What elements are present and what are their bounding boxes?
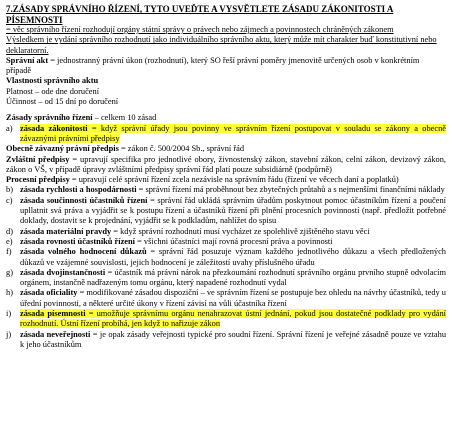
item-text: = upravují specifika pro jednotlivé obory, živnostenský zákon, stavební zákon, celní zákon, devizový zákon, zákon o VŠ, v případě úpravy zvláštními předpisy správní řád platí pouze subsidiárně (podpůrně) <box>6 154 446 174</box>
item-name: zásada součinnosti účastníků řízení <box>20 195 148 205</box>
principle-item <box>6 227 446 237</box>
zasady-count: – celkem 10 zásad <box>92 113 157 123</box>
item-name: zásada neveřejnosti <box>20 329 91 339</box>
section-title: 7.ZÁSADY SPRÁVNÍHO ŘÍZENÍ, TYTO UVEĎTE A VYSVĚTLETE ZÁSADU ZÁKONITOSTI A PÍSEMNOSTI <box>6 4 394 25</box>
item-letter: b) <box>6 185 13 195</box>
item-body <box>6 144 446 154</box>
principle-item <box>6 175 446 185</box>
item-letter: d) <box>6 226 13 236</box>
spravni-akt-paragraph <box>6 56 446 77</box>
item-text: = všichni účastníci mají rovná procesní práva a povinnosti <box>135 236 333 246</box>
item-body <box>20 196 446 227</box>
item-name: zásada materiální pravdy <box>20 226 112 236</box>
item-name: zásada oficiality <box>20 288 78 298</box>
item-body <box>20 237 446 247</box>
item-name: Obecně závazný právní předpis <box>6 144 119 154</box>
item-letter: h) <box>6 288 13 298</box>
principle-item <box>6 288 446 309</box>
item-name: zásada písemnosti <box>20 309 86 319</box>
principle-item <box>6 237 446 247</box>
vlastnosti-title: Vlastnosti správního aktu <box>6 76 99 86</box>
item-letter: j) <box>6 329 12 339</box>
item-text: = je opak zásady veřejnosti typické pro soudní řízení. Správní řízení je veřejné zásadně pouze ve vztahu k jeho účastníkům <box>20 329 447 349</box>
item-body <box>20 185 446 195</box>
ucinnost-line: Účinnost – od 15 dní po doručení <box>6 97 119 107</box>
item-body <box>20 330 446 351</box>
item-letter: a) <box>6 123 13 133</box>
item-name: zásada dvojinstančnosti <box>20 267 106 277</box>
item-body <box>20 268 446 289</box>
spravni-akt-text: = jednostranný právní úkon (rozhodnutí), který SO řeší právní poměry jmenovitě určených osob v konkrétním případě <box>6 55 420 76</box>
platnost-line: Platnost – ode dne doručení <box>6 86 100 96</box>
item-text: = správní řád ukládá správním úřadům poskytnout pomoc účastníkům řízení a poučení upllatnit svá práva a vyjádřit se k postupu řízení a účastníků řízení při plnění procesních povinností (např. předložit potřebné doklady, dostavit se k projednání, vyjádřit se k podkladům, nahlížet do spisu <box>20 195 446 226</box>
zasady-label: Zásady správního řízení <box>6 113 93 123</box>
item-name: zásada volného hodnocení důkazů <box>20 247 147 257</box>
item-text: = modifikované zásadou dispoziční – ve správním řízení se postupuje bez ohledu na návrhy účastníků, tedy u úřední povinnosti, a některé určité úkony v řízení závisí na vůli účastníka řízení <box>20 288 446 308</box>
item-text: = účastník má právní nárok na přezkoumání rozhodnutí správního orgánu prvního stupně odvolacím orgánem, instančně nadřazeným tomu orgánu, který napadené rozhodnutí vydal <box>20 267 446 288</box>
item-name: Procesní předpisy <box>6 175 70 185</box>
item-text: = zákon č. 500/2004 Sb., správní řád <box>118 144 245 154</box>
principle-item <box>6 330 446 351</box>
item-body <box>20 247 446 268</box>
item-letter: c) <box>6 195 13 205</box>
spravni-akt-label: Správní akt <box>6 55 49 65</box>
item-text: = když správní rozhodnutí musí vycházet ze spolehlivě zjištěného stavu věci <box>111 226 370 236</box>
zasady-heading <box>6 113 446 123</box>
item-letter: e) <box>6 236 13 246</box>
item-letter: i) <box>6 309 12 319</box>
principle-item <box>6 124 446 145</box>
item-text: = správní řízení má proběhnout bez zbytečných průtahů a s nejmenšími finančními náklady <box>136 185 445 195</box>
item-body <box>6 155 446 176</box>
item-text: = upravují celé správní řízení zcela nezávisle na správním řádu (řízení ve věcech daní a poplatků) <box>69 175 399 185</box>
item-text: = když správní úřady jsou povinny ve správním řízení postupovat v souladu se zákony a obecně závaznými právními předpisy <box>20 123 446 143</box>
intro-line-1: = věc správního řízení rozhodují orgány státní správy o právech nebo zájmech a povinnostech chráněných zákonem <box>6 25 394 34</box>
item-body <box>20 124 446 145</box>
principle-item <box>6 268 446 289</box>
principles-list <box>6 124 446 351</box>
principle-item <box>6 155 446 176</box>
intro-line-2: Výsledkem je vydání správního rozhodnutí jako individuálního správního aktu, který může mít charakter buď konstitutivní nebo deklaratorní. <box>6 35 437 55</box>
item-letter: f) <box>6 247 12 257</box>
item-body <box>6 175 446 185</box>
principle-item <box>6 196 446 227</box>
item-name: zásada rovnosti účastníků řízení <box>20 236 136 246</box>
principle-item <box>6 185 446 195</box>
item-name: zásada zákonitosti <box>20 123 88 133</box>
item-text: = správní řád posuzuje význam každého jednotlivého důkazu a všech předložených důkazů ve vzájemné souvislosti, jejich hodnocení je záležitostí uvahy příslušného úřadu <box>20 247 446 267</box>
item-body <box>20 227 446 237</box>
principle-item <box>6 144 446 154</box>
item-body <box>20 309 446 330</box>
item-body <box>20 288 446 309</box>
item-text: = umožňuje správnímu orgánu nenahrazovat ústní jednání, pokud jsou dostatečné podklady pro vydání rozhodnutí. Ústní řízení probíhá, jen když to nařizuje zákon <box>20 309 446 329</box>
item-letter: g) <box>6 267 13 277</box>
principle-item <box>6 309 446 330</box>
principle-item <box>6 247 446 268</box>
item-name: zásada rychlosti a hospodárnosti <box>20 185 137 195</box>
item-name: Zvláštní předpisy <box>6 154 70 164</box>
